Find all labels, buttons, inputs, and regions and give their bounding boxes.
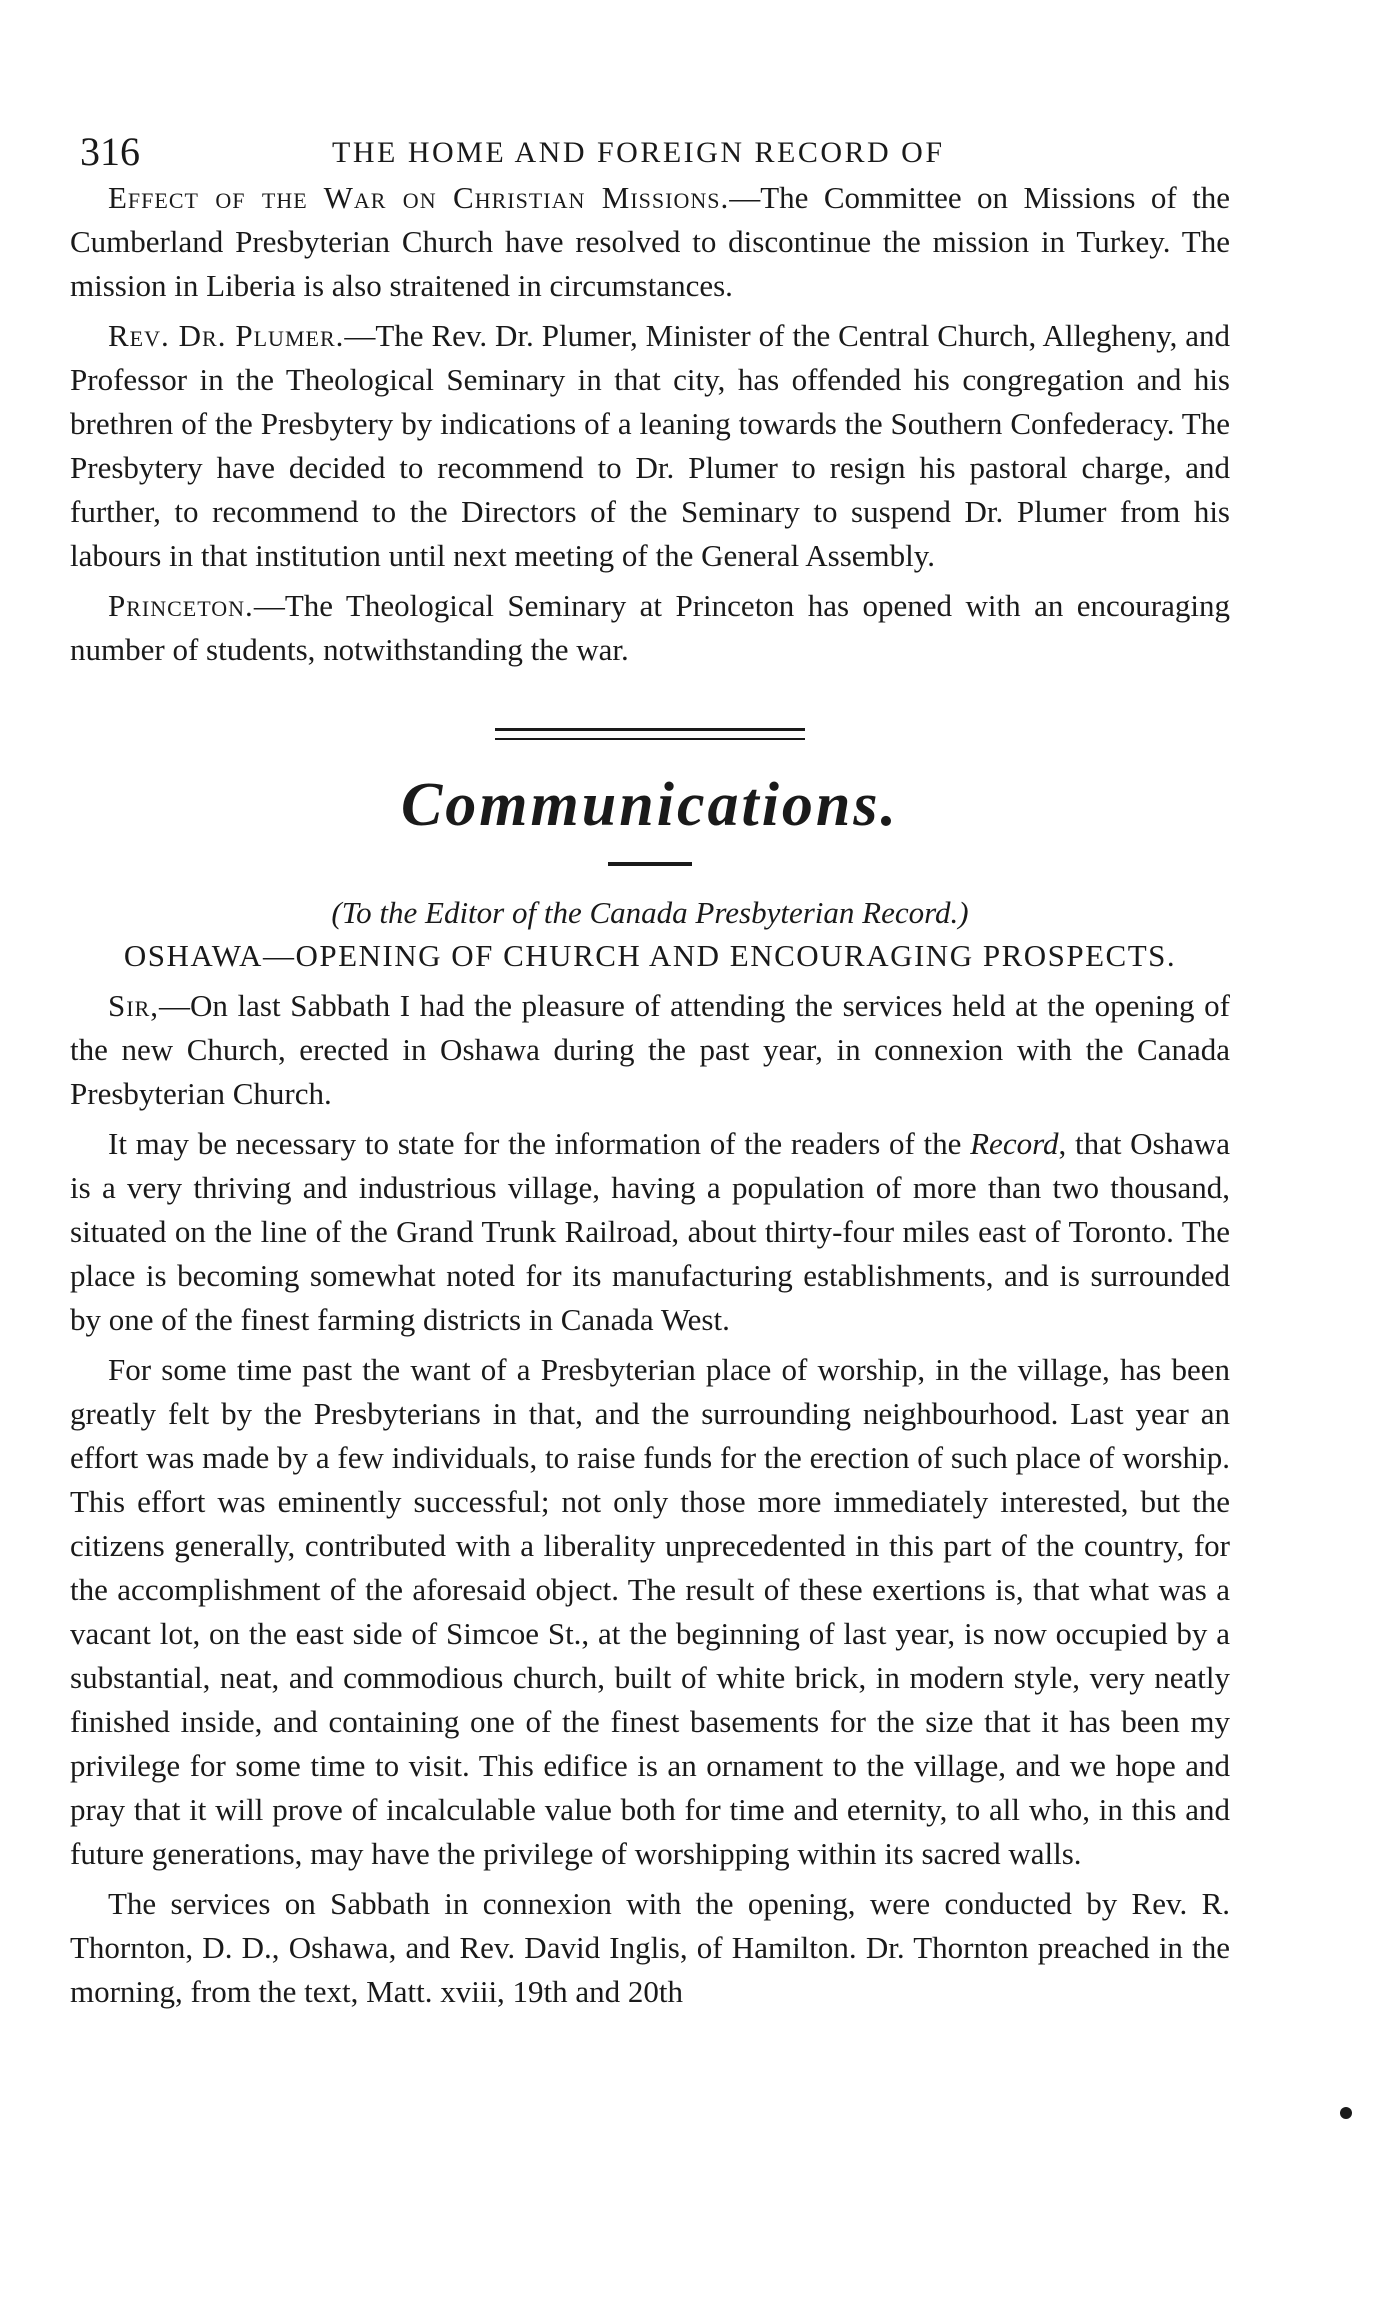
letter-paragraph: [70, 1348, 1230, 1876]
news-item-princeton: [70, 584, 1230, 672]
letter-text: The services on Sabbath in connexion with the opening, were conducted by Rev. R. Thornton, D. D., Oshawa, and Rev. David Inglis, of Hamilton. Dr. Thornton preached in the morning, from the text, Matt. xviii, 19th and 20th: [70, 1886, 1230, 2009]
letter-paragraph: [70, 1122, 1230, 1342]
letter-text: , that Oshawa is a very thriving and industrious village, having a population of more than two thousand, situated on the line of the Grand Trunk Railroad, about thirty-four miles east of Toronto. The place is becoming somewhat noted for its manufacturing establishments, and is surrounded by one of the finest farming districts in Canada West.: [70, 1126, 1231, 1337]
news-item-text: —The Theological Seminary at Princeton has opened with an encouraging number of students, notwithstanding the war.: [70, 588, 1230, 667]
letter-text: For some time past the want of a Presbyterian place of worship, in the village, has been greatly felt by the Presbyterians in that, and the surrounding neighbourhood. Last year an effort was made by a few individuals, to raise funds for the erection of such place of worship. This effort was eminently successful; not only those more immediately interested, but the citizens generally, contributed with a liberality unprecedented in this part of the country, for the accomplishment of the aforesaid object. The result of these exertions is, that what was a vacant lot, on the east side of Simcoe St., at the beginning of last year, is now occupied by a substantial, neat, and commodious church, built of white brick, in modern style, very neatly finished inside, and containing one of the finest basements for the size that it has been my privilege for some time to visit. This edifice is an ornament to the village, and we hope and pray that it will prove of incalculable value both for time and eternity, to all who, in this and future generations, may have the privilege of worshipping within its sacred walls.: [70, 1352, 1230, 1871]
page-header: [70, 128, 1230, 176]
news-item-text: —The Rev. Dr. Plumer, Minister of the Central Church, Allegheny, and Professor in the Theological Seminary in that city, has offended his congregation and his brethren of the Presbytery by indications of a leaning towards the Southern Confederacy. The Presbytery have decided to recommend to Dr. Plumer to resign his pastoral charge, and further, to recommend to the Directors of the Seminary to suspend Dr. Plumer from his labours in that institution until next meeting of the General Assembly.: [70, 318, 1231, 573]
news-item-title: Effect of the War on Christian Missions.: [108, 180, 730, 215]
page-number: 316: [80, 129, 140, 174]
letter-headline: OSHAWA—OPENING OF CHURCH AND ENCOURAGING PROSPECTS.: [123, 938, 1177, 973]
letter-salutation: Sir,: [108, 988, 159, 1023]
letter-text: It may be necessary to state for the information of the readers of the: [108, 1126, 971, 1161]
record-title: Record: [970, 1126, 1059, 1161]
section-divider: [495, 728, 805, 740]
divider-rule-bottom: [495, 738, 805, 740]
page-body: [70, 128, 1230, 2014]
letter-paragraph: [70, 984, 1230, 1116]
title-rule: [608, 862, 692, 866]
divider-rule-top: [495, 728, 805, 731]
news-item-title: Princeton.: [108, 588, 254, 623]
letter-paragraph: [70, 1882, 1230, 2014]
news-item-missions: [70, 176, 1230, 308]
letter-address: (To the Editor of the Canada Presbyterian Record.): [331, 895, 969, 930]
letter-text: —On last Sabbath I had the pleasure of attending the services held at the opening of the new Church, erected in Oshawa during the past year, in connexion with the Canada Presbyterian Church.: [70, 988, 1230, 1111]
margin-dot: [1340, 2107, 1352, 2119]
news-item-plumer: [70, 314, 1230, 578]
section-title: Communications.: [400, 771, 900, 839]
news-item-title: Rev. Dr. Plumer.: [108, 318, 345, 353]
running-title: THE HOME AND FOREIGN RECORD OF: [332, 136, 945, 169]
news-item-text: —The Committee on Missions of the Cumberland Presbyterian Church have resolved to discontinue the mission in Turkey. The mission in Liberia is also straitened in circumstances.: [70, 180, 1230, 303]
